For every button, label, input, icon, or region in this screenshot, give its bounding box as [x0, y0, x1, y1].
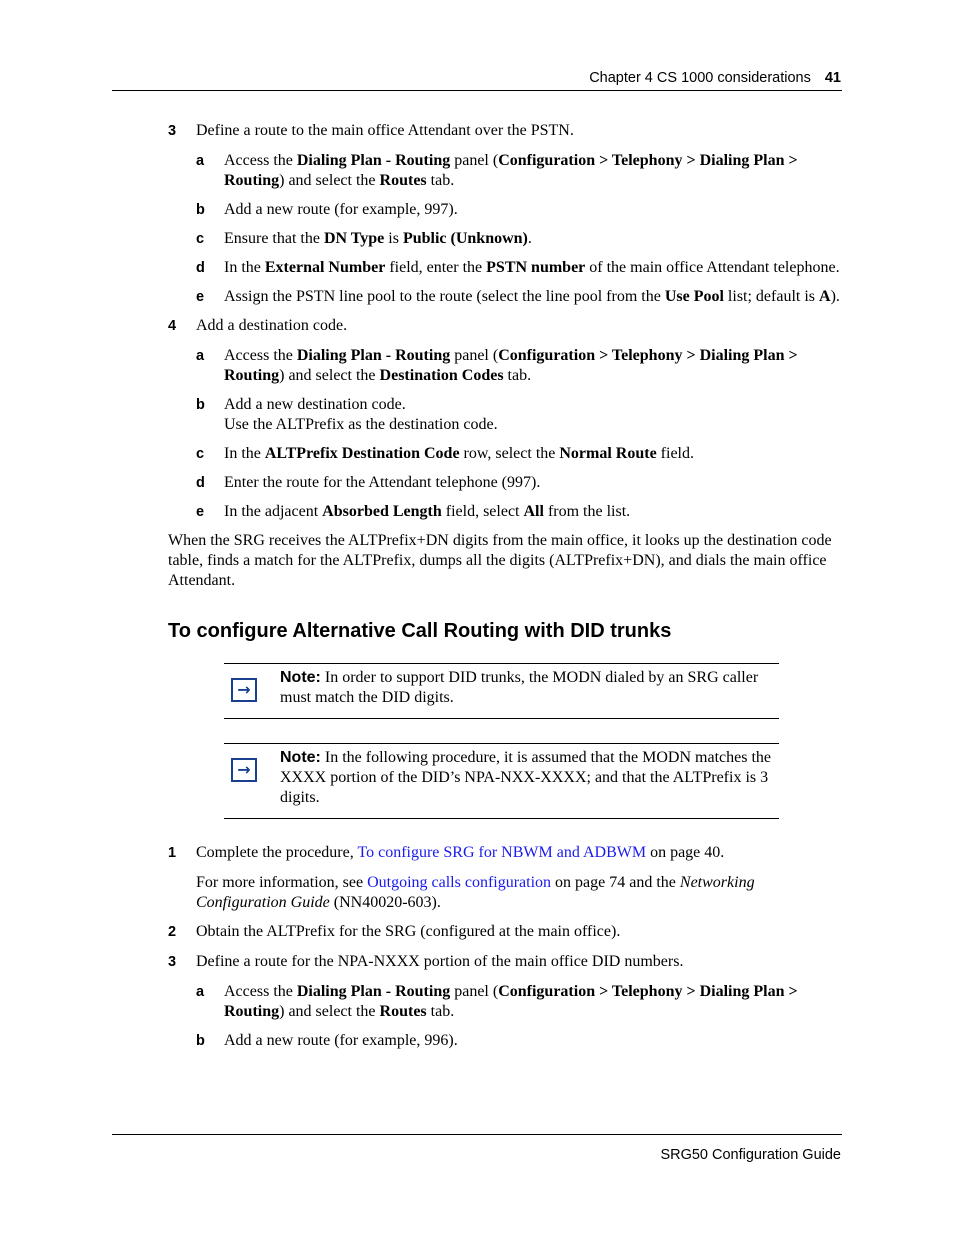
- text: field, enter the: [385, 259, 487, 276]
- ui-term: Destination Codes: [379, 367, 504, 384]
- step-1: [168, 843, 840, 863]
- guide-title: Networking Configuration Guide: [196, 874, 755, 911]
- note-text: In the following procedure, it is assumed that the MODN matches the XXXX portion of the DID’s NPA-NXX-XXXX; and that the ALTPrefix is 3 digits.: [280, 749, 772, 806]
- substep-4b: [168, 395, 840, 435]
- text: Access the: [224, 983, 297, 1000]
- text: panel (: [450, 347, 499, 364]
- step-1-more-info: [168, 873, 840, 913]
- note-box: [224, 743, 779, 819]
- substep-letter: b: [196, 397, 205, 413]
- ui-path: Configuration > Telephony > Dialing Plan > Routing: [224, 983, 798, 1020]
- substep-3c: [168, 229, 840, 249]
- text: row, select the: [459, 445, 560, 462]
- substep-letter: c: [196, 446, 205, 462]
- text: In the adjacent: [224, 503, 323, 520]
- ui-term: A: [819, 288, 831, 305]
- substep-4c: [168, 444, 840, 464]
- ui-path: Configuration > Telephony > Dialing Plan > Routing: [224, 152, 798, 189]
- step-3: [168, 952, 840, 972]
- ui-term: ALTPrefix Destination Code: [264, 445, 460, 462]
- ui-term: Normal Route: [559, 445, 657, 462]
- substep-3a: [168, 151, 840, 191]
- note-label: Note:: [280, 749, 321, 766]
- substep-4a: [168, 346, 840, 386]
- note-label: Note:: [280, 669, 321, 686]
- running-footer: SRG50 Configuration Guide: [660, 1147, 841, 1163]
- step-number: 1: [168, 845, 177, 861]
- text: Add a new route (for example, 996).: [224, 1032, 458, 1049]
- text: on page 40.: [646, 844, 725, 861]
- text: panel (: [450, 152, 499, 169]
- text: Access the: [224, 152, 297, 169]
- text: Use the ALTPrefix as the destination code.: [224, 416, 498, 433]
- procedure-link[interactable]: To configure SRG for NBWM and ADBWM: [357, 844, 647, 861]
- text: list; default is: [723, 288, 820, 305]
- ui-path: Configuration > Telephony > Dialing Plan > Routing: [224, 347, 798, 384]
- text: field, select: [441, 503, 524, 520]
- step-number: 3: [168, 123, 177, 139]
- ui-term: Use Pool: [664, 288, 724, 305]
- ui-term: External Number: [264, 259, 386, 276]
- ui-term: Absorbed Length: [322, 503, 442, 520]
- step-text: Define a route to the main office Attendant over the PSTN.: [196, 122, 574, 139]
- footer-rule: [112, 1134, 842, 1135]
- text: Ensure that the: [224, 230, 324, 247]
- ui-term: PSTN number: [486, 259, 586, 276]
- ui-term: Public (Unknown): [402, 230, 528, 247]
- ui-term: Routes: [379, 172, 427, 189]
- substep-letter: e: [196, 504, 205, 520]
- substep-4e: [168, 502, 840, 522]
- text: tab.: [503, 367, 532, 384]
- step-number: 4: [168, 318, 177, 334]
- text: Access the: [224, 347, 297, 364]
- substep-letter: a: [196, 984, 205, 1000]
- text: (NN40020-603).: [329, 894, 441, 911]
- ui-term: Routes: [379, 1003, 427, 1020]
- substep-3d: [168, 258, 840, 278]
- ui-term: Dialing Plan - Routing: [296, 347, 451, 364]
- page-body: [168, 121, 840, 1060]
- text: is: [384, 230, 403, 247]
- substep-3b: [168, 1031, 840, 1051]
- text: from the list.: [543, 503, 631, 520]
- substep-3a: [168, 982, 840, 1022]
- text: ) and select the: [279, 367, 380, 384]
- text: tab.: [426, 1003, 455, 1020]
- note-box: [224, 663, 779, 719]
- text: on page 74 and the: [551, 874, 680, 891]
- step-2: [168, 922, 840, 942]
- step-text: Define a route for the NPA-NXXX portion of the main office DID numbers.: [196, 953, 684, 970]
- substep-3e: [168, 287, 840, 307]
- substep-letter: b: [196, 202, 205, 218]
- arrow-right-icon: →: [231, 678, 257, 702]
- step-text: Obtain the ALTPrefix for the SRG (configured at the main office).: [196, 923, 621, 940]
- ui-term: All: [523, 503, 544, 520]
- note-text: In order to support DID trunks, the MODN dialed by an SRG caller must match the DID digits.: [280, 669, 759, 706]
- text: ).: [830, 288, 840, 305]
- step-3: [168, 121, 840, 141]
- substep-letter: a: [196, 153, 205, 169]
- text: For more information, see: [196, 874, 368, 891]
- text: Add a new route (for example, 997).: [224, 201, 458, 218]
- text: of the main office Attendant telephone.: [585, 259, 840, 276]
- substep-letter: d: [196, 260, 205, 276]
- header-rule: [112, 90, 842, 91]
- arrow-right-icon: →: [231, 758, 257, 782]
- text: In the: [224, 259, 265, 276]
- step-number: 3: [168, 954, 177, 970]
- outgoing-calls-link[interactable]: Outgoing calls configuration: [367, 874, 552, 891]
- chapter-title: Chapter 4 CS 1000 considerations: [589, 70, 811, 86]
- text: tab.: [426, 172, 455, 189]
- page-number: 41: [824, 70, 841, 86]
- ui-term: Dialing Plan - Routing: [296, 983, 451, 1000]
- section-heading: To configure Alternative Call Routing with DID trunks: [168, 620, 672, 642]
- substep-letter: e: [196, 289, 205, 305]
- step-4: [168, 316, 840, 336]
- substep-3b: [168, 200, 840, 220]
- substep-letter: a: [196, 348, 205, 364]
- step-text: Add a destination code.: [196, 317, 348, 334]
- text: In the: [224, 445, 265, 462]
- text: Enter the route for the Attendant telephone (997).: [224, 474, 541, 491]
- ui-term: Dialing Plan - Routing: [296, 152, 451, 169]
- text: panel (: [450, 983, 499, 1000]
- text: ) and select the: [279, 1003, 380, 1020]
- ui-term: DN Type: [323, 230, 385, 247]
- text: ) and select the: [279, 172, 380, 189]
- text: Add a new destination code.: [224, 396, 406, 413]
- text: Assign the PSTN line pool to the route (select the line pool from the: [224, 288, 665, 305]
- substep-4d: [168, 473, 840, 493]
- running-header: [589, 68, 841, 88]
- text: Complete the procedure,: [196, 844, 358, 861]
- step-number: 2: [168, 924, 177, 940]
- substep-letter: d: [196, 475, 205, 491]
- explanation-paragraph: When the SRG receives the ALTPrefix+DN digits from the main office, it looks up the destination code table, finds a match for the ALTPrefix, dumps all the digits (ALTPrefix+DN), and dials the main office Attendant.: [168, 532, 832, 589]
- text: field.: [656, 445, 694, 462]
- substep-letter: b: [196, 1033, 205, 1049]
- text: .: [527, 230, 532, 247]
- substep-letter: c: [196, 231, 205, 247]
